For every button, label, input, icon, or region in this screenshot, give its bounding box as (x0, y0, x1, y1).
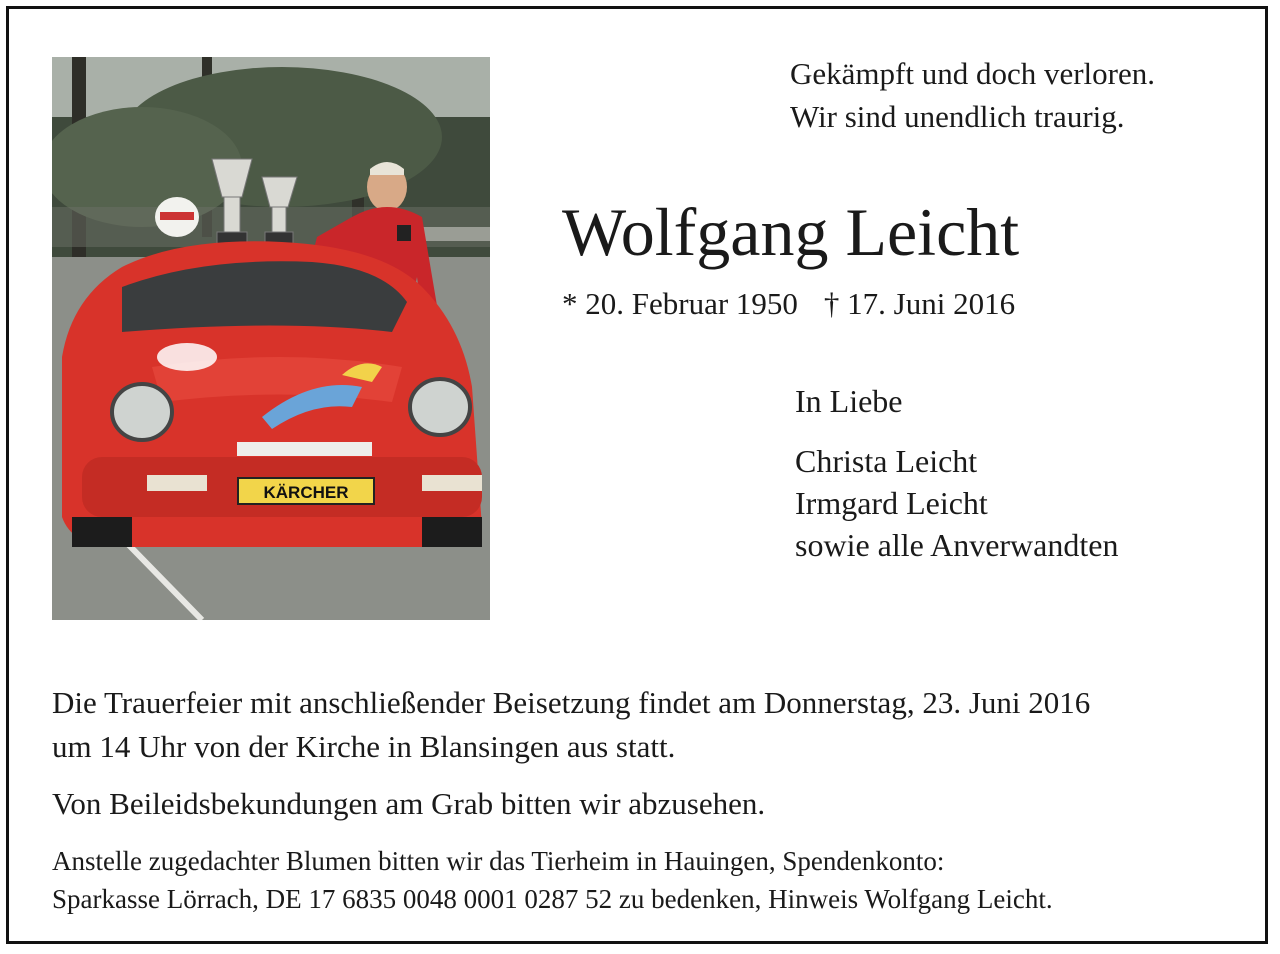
quote-line-2: Wir sind unendlich traurig. (790, 99, 1125, 134)
plate-text: KÄRCHER (263, 483, 349, 502)
donation-line-1: Anstelle zugedachter Blumen bitten wir das Tierheim in Hauingen, Spendenkonto: (52, 846, 945, 876)
ceremony-line-2: um 14 Uhr von der Kirche in Blansingen aus statt. (52, 729, 676, 764)
quote-line-1: Gekämpft und doch verloren. (790, 56, 1155, 91)
life-dates (562, 284, 1015, 324)
mourners-block (795, 380, 1118, 566)
ceremony-info (52, 681, 1242, 769)
mourners-intro: In Liebe (795, 383, 903, 419)
deceased-name: Wolfgang Leicht (562, 194, 1020, 270)
mourner-name: Irmgard Leicht (795, 485, 988, 521)
birth-date: * 20. Februar 1950 (562, 286, 798, 321)
mourner-name: Christa Leicht (795, 443, 978, 479)
condolence-note: Von Beileidsbekundungen am Grab bitten wir abzusehen. (52, 786, 766, 821)
death-date: † 17. Juni 2016 (823, 286, 1016, 321)
mourner-name: sowie alle Anverwandten (795, 527, 1119, 563)
memorial-photo (52, 57, 490, 620)
memorial-quote (790, 52, 1155, 138)
donation-info (52, 842, 1053, 918)
photo-illustration (52, 57, 490, 620)
ceremony-line-1: Die Trauerfeier mit anschließender Beisetzung findet am Donnerstag, 23. Juni 2016 (52, 685, 1091, 720)
donation-line-2: Sparkasse Lörrach, DE 17 6835 0048 0001 0287 52 zu bedenken, Hinweis Wolfgang Leicht. (52, 884, 1053, 914)
